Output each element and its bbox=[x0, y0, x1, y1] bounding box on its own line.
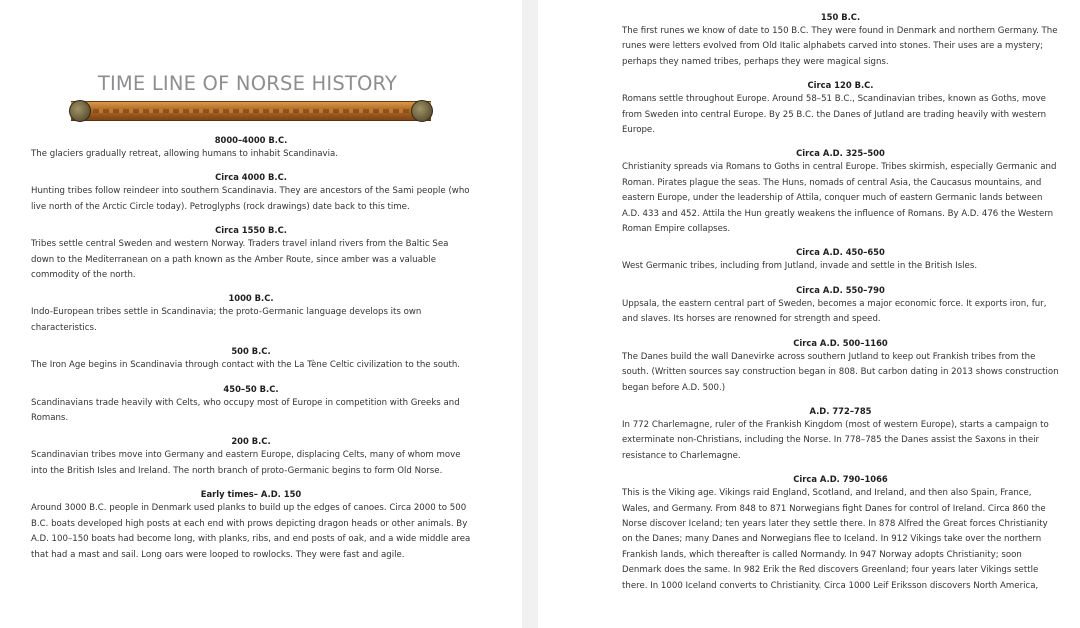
banner-left-ornament-icon bbox=[69, 100, 91, 122]
entry-description: Hunting tribes follow reindeer into southern Scandinavia. They are ancestors of the Sami people (who live north of the Arctic Circle today). Petroglyphs (rock drawings) date back to this time. bbox=[31, 186, 470, 212]
entry-description: The Iron Age begins in Scandinavia through contact with the La Tène Celtic civilization to the south. bbox=[31, 360, 461, 371]
entry-date-heading: 1000 B.C. bbox=[228, 293, 274, 304]
entry-date-heading: Circa A.D. 550–790 bbox=[796, 284, 885, 295]
timeline-entry bbox=[31, 434, 471, 479]
entry-description: This is the Viking age. Vikings raid England, Scotland, and Ireland, and then also Spain, France, Wales, and Germany. From 848 to 871 Norwegians fight Danes for control of Ireland. Circa 860 the Norse discover Iceland; ten years later they settle there. In 878 Alfred the Great forces Christianity on the Danes; many Danes and Norwegians flee to Iceland. In 912 Vikings take over the northern Frankish lands, which thereafter is called Normandy. In 947 Norway adopts Christianity; soon Denmark does the same. In 982 Erik the Red discovers Greenland; four years later Vikings settle there. In 1000 Iceland converts to Christianity. Circa 1000 Leif Eriksson discovers North America, bbox=[622, 488, 1048, 591]
left-page bbox=[0, 0, 522, 628]
entry-date-heading: 8000–4000 B.C. bbox=[214, 135, 288, 145]
entry-date-heading: Circa 120 B.C. bbox=[807, 80, 874, 91]
entry-description: In 772 Charlemagne, ruler of the Frankish Kingdom (most of western Europe), starts a campaign to exterminate non-Christians, including the Norse. In 778–785 the Danes assist the Saxons in their resistance to Charlemagne. bbox=[622, 419, 1049, 461]
timeline-entry bbox=[31, 487, 471, 563]
entry-date-heading: Circa A.D. 790–1066 bbox=[793, 474, 888, 485]
entry-description: Christianity spreads via Romans to Goths in central Europe. Tribes skirmish, especially Germanic and Roman. Pirates plague the seas. The Huns, nomads of central Asia, the Caucasus mountains, and eastern Europe, under the leadership of Attila, conquer much of eastern Germanic lands between A.D. 433 and 452. Attila the Hun greatly weakens the influence of Romans. By A.D. 476 the Western Roman Empire collapses. bbox=[622, 162, 1057, 235]
right-timeline bbox=[622, 10, 1060, 594]
entry-description: Around 3000 B.C. people in Denmark used planks to build up the edges of canoes. Circa 2000 to 500 B.C. boats developed high posts at each end with prows depicting dragon heads or other animals. By A.D. 100–150 boats had become long, with planks, ribs, and end posts of oak, and a wide middle area that had a mast and sail. Long oars were looped to rowlocks. They were fast and agile. bbox=[31, 503, 471, 560]
entry-date-heading: 200 B.C. bbox=[231, 436, 271, 447]
timeline-entry bbox=[622, 404, 1059, 464]
entry-description: Tribes settle central Sweden and western Norway. Traders travel inland rivers from the Baltic Sea down to the Mediterranean on a path known as the Amber Route, since amber was a valuable commodity of the north. bbox=[31, 239, 449, 281]
timeline-entry bbox=[622, 472, 1059, 594]
entry-date-heading: Circa A.D. 500–1160 bbox=[793, 337, 888, 348]
entry-description: West Germanic tribes, including from Jutland, invade and settle in the British Isles. bbox=[622, 261, 978, 272]
entry-description: The first runes we know of date to 150 B.C. They were found in Denmark and northern Germany. The runes were letters evolved from Old Italic alphabets carved into stones. Their uses are a mystery; perhaps they named tribes, perhaps they were magical signs. bbox=[622, 26, 1058, 67]
entry-date-heading: Circa A.D. 325–500 bbox=[796, 148, 885, 159]
entry-date-heading: Circa 1550 B.C. bbox=[215, 225, 287, 236]
timeline-entry bbox=[622, 146, 1059, 237]
timeline-entry bbox=[31, 344, 471, 373]
entry-date-heading: 450–50 B.C. bbox=[223, 383, 279, 394]
right-page bbox=[538, 0, 1080, 628]
timeline-entry bbox=[31, 382, 471, 427]
entry-description: The glaciers gradually retreat, allowing humans to inhabit Scandinavia. bbox=[31, 149, 339, 159]
left-timeline bbox=[31, 133, 502, 563]
entry-date-heading: Early times– A.D. 150 bbox=[200, 489, 302, 500]
entry-date-heading: Circa 4000 B.C. bbox=[215, 172, 287, 183]
timeline-entry bbox=[31, 133, 471, 162]
timeline-entry bbox=[31, 291, 471, 336]
document-title: TIME LINE OF NORSE HISTORY bbox=[97, 72, 398, 95]
timeline-entry bbox=[622, 283, 1059, 328]
timeline-entry bbox=[622, 245, 1059, 274]
entry-date-heading: 150 B.C. bbox=[820, 12, 861, 22]
banner-right-ornament-icon bbox=[411, 100, 433, 122]
timeline-entry bbox=[31, 170, 471, 215]
timeline-entry bbox=[31, 223, 471, 283]
entry-description: Indo-European tribes settle in Scandinavia; the proto-Germanic language develops its own characteristics. bbox=[31, 307, 422, 333]
entry-description: Scandinavian tribes move into Germany and eastern Europe, displacing Celts, many of whom move into the British Isles and Ireland. The north branch of proto-Germanic begins to form Old Norse. bbox=[31, 450, 461, 476]
decorative-banner bbox=[71, 101, 431, 121]
timeline-entry bbox=[622, 78, 1059, 138]
entry-description: Scandinavians trade heavily with Celts, who occupy most of Europe in competition with Greeks and Romans. bbox=[31, 397, 460, 424]
entry-date-heading: 500 B.C. bbox=[231, 346, 271, 357]
entry-description: Romans settle throughout Europe. Around 58–51 B.C., Scandinavian tribes, known as Goths, move from Sweden into central Europe. By 25 B.C. the Danes of Jutland are trading heavily with western Europe. bbox=[622, 94, 1047, 136]
entry-description: Uppsala, the eastern central part of Sweden, becomes a major economic force. It exports iron, fur, and slaves. Its horses are renowned for strength and speed. bbox=[622, 298, 1047, 325]
entry-date-heading: Circa A.D. 450–650 bbox=[796, 247, 885, 258]
timeline-entry bbox=[622, 10, 1059, 70]
entry-description: The Danes build the wall Danevirke across southern Jutland to keep out Frankish tribes from the south. (Written sources say construction began in 808. But carbon dating in 2013 shows construction began before A.D. 500.) bbox=[622, 351, 1059, 393]
timeline-entry bbox=[622, 336, 1059, 396]
entry-date-heading: A.D. 772–785 bbox=[809, 405, 872, 416]
